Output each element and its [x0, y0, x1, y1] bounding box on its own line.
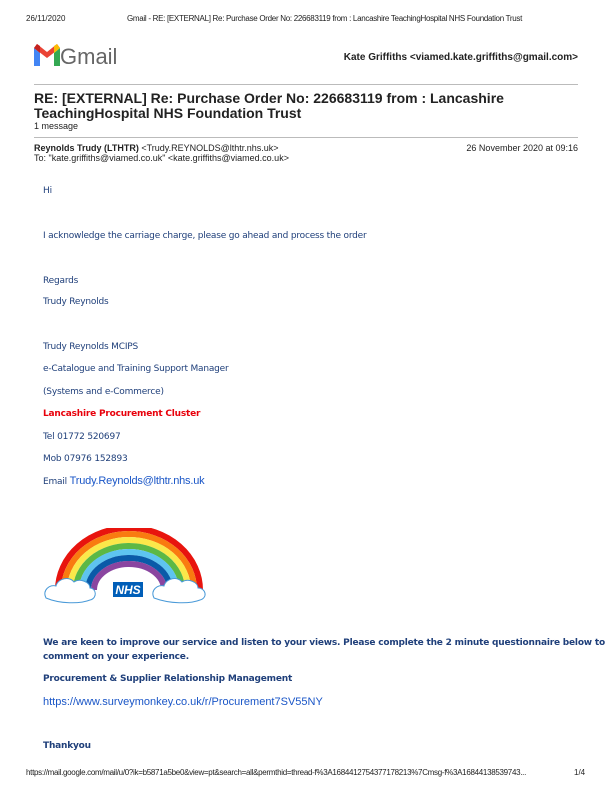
sender-signoff: Trudy Reynolds [43, 297, 109, 307]
department-name: Procurement & Supplier Relationship Management [43, 674, 293, 684]
greeting: Hi [43, 186, 52, 196]
email-link[interactable]: Trudy.Reynolds@lthtr.nhs.uk [69, 475, 205, 487]
body-line: I acknowledge the carriage charge, please go ahead and process the order [43, 231, 367, 241]
print-date: 26/11/2020 [26, 14, 66, 23]
page-number: 1/4 [574, 768, 586, 777]
survey-link[interactable]: https://www.surveymonkey.co.uk/r/Procurement7SV55NY [43, 696, 323, 708]
subject-line-2: TeachingHospital NHS Foundation Trust [34, 105, 302, 121]
subject-line-1: RE: [EXTERNAL] Re: Purchase Order No: 226683119 from : Lancashire [34, 90, 504, 106]
signature-title: e-Catalogue and Training Support Manager [43, 364, 229, 374]
print-title: Gmail - RE: [EXTERNAL] Re: Purchase Order No: 226683119 from : Lancashire TeachingHospital NHS Foundation Trust [127, 14, 523, 23]
sender-email: <Trudy.REYNOLDS@lthtr.nhs.uk> [141, 143, 279, 153]
survey-text-line-2: comment on your experience. [43, 652, 189, 662]
sender-name: Reynolds Trudy (LTHTR) [34, 143, 139, 153]
signature-mob: Mob 07976 152893 [43, 454, 128, 464]
account-label: Kate Griffiths <viamed.kate.griffiths@gmail.com> [343, 52, 578, 63]
message-date: 26 November 2020 at 09:16 [466, 143, 578, 153]
survey-text-line-1: We are keen to improve our service and listen to your views. Please complete the 2 minute questionnaire below to [43, 638, 605, 648]
recipient-line: To: "kate.griffiths@viamed.co.uk" <kate.griffiths@viamed.co.uk> [34, 153, 289, 163]
gmail-logo-icon [34, 44, 60, 68]
regards: Regards [43, 276, 79, 286]
divider [34, 84, 578, 85]
email-label: Email [43, 477, 67, 487]
gmail-wordmark: Gmail [60, 44, 118, 69]
divider [34, 137, 578, 138]
nhs-rainbow-image [42, 528, 217, 608]
message-count: 1 message [34, 121, 79, 131]
signature-dept: (Systems and e-Commerce) [43, 387, 164, 397]
nhs-logo: NHS [115, 583, 141, 597]
signature-name: Trudy Reynolds MCIPS [43, 342, 139, 352]
thanks: Thankyou [43, 741, 91, 751]
signature-tel: Tel 01772 520697 [43, 432, 121, 442]
signature-org: Lancashire Procurement Cluster [43, 409, 201, 419]
footer-url: https://mail.google.com/mail/u/0?ik=b5871a5be0&view=pt&search=all&permthid=thread-f%3A1684412754377178213%7Cmsg-f%3A16844138539743... [26, 768, 527, 777]
